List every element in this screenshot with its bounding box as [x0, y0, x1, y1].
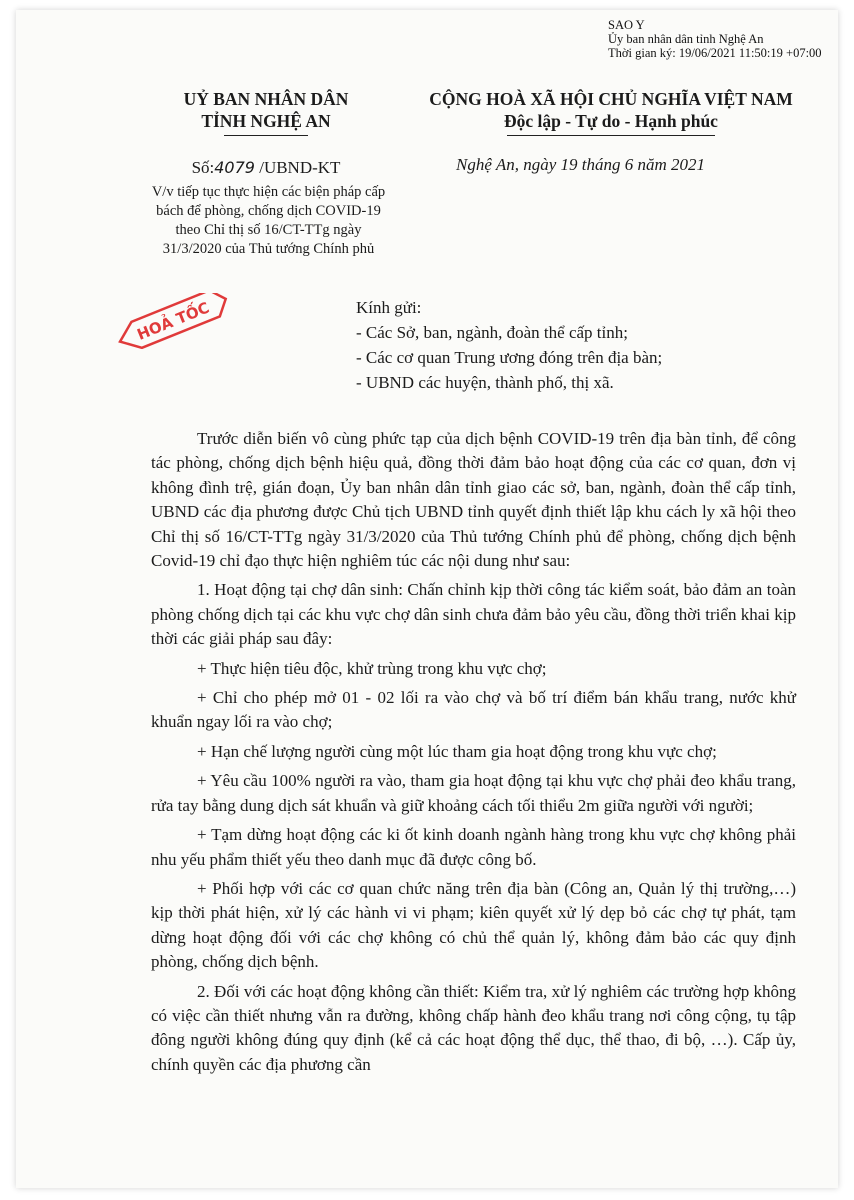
copy-signature-stamp [608, 18, 822, 60]
stamp-sign-time: Thời gian ký: 19/06/2021 11:50:19 +07:00 [608, 46, 822, 60]
body-paragraph: + Chỉ cho phép mở 01 - 02 lối ra vào chợ và bố trí điểm bán khẩu trang, nước khử khuẩn ngay lối ra vào chợ; [151, 688, 796, 732]
document-body [151, 427, 796, 1082]
document-page [16, 10, 838, 1188]
body-paragraph: + Hạn chế lượng người cùng một lúc tham gia hoạt động trong khu vực chợ; [197, 741, 717, 761]
recipient-item: - Các Sở, ban, ngành, đoàn thể cấp tỉnh; [356, 323, 628, 342]
national-motto [401, 88, 821, 136]
body-paragraph: Trước diễn biến vô cùng phức tạp của dịch bệnh COVID-19 trên địa bàn tỉnh, để công tác phòng, chống dịch bệnh hiệu quả, đồng thời đảm bảo hoạt động của các cơ quan, đơn vị không đình trệ, gián đoạn, Ủy ban nhân dân tỉnh giao các sở, ban, ngành, đoàn thể cấp tỉnh, UBND các địa phương được Chủ tịch UBND tỉnh quyết định thiết lập khu cách ly xã hội theo Chỉ thị số 16/CT-TTg ngày 31/3/2020 của Thủ tướng Chính phủ để phòng, chống dịch bệnh Covid-19 chỉ đạo thực hiện nghiêm túc các nội dung như sau: [151, 429, 796, 571]
recipient-item: - Các cơ quan Trung ương đóng trên địa bàn; [356, 348, 663, 367]
org-line-1: UỶ BAN NHÂN DÂN [183, 89, 349, 109]
body-paragraph: 1. Hoạt động tại chợ dân sinh: Chấn chỉnh kịp thời công tác kiểm soát, bảo đảm an toàn phòng chống dịch tại các khu vực chợ dân sinh chưa đảm bảo yêu cầu, đồng thời triển khai kịp thời các giải pháp sau đây: [151, 580, 796, 649]
document-number [156, 158, 376, 178]
stamp-title: SAO Y [608, 18, 645, 32]
urgent-stamp-text: HOẢ TỐC [134, 298, 212, 344]
org-underline [224, 135, 308, 136]
motto-underline [507, 135, 715, 136]
body-paragraph: + Phối hợp với các cơ quan chức năng trên địa bàn (Công an, Quản lý thị trường,…) kịp thời phát hiện, xử lý các hành vi vi phạm; kiên quyết xử lý dẹp bỏ các chợ tự phát, tạm dừng hoạt động đối với các chợ không có chủ thể quản lý, không đảm bảo các quy định phòng, chống dịch bệnh. [151, 878, 796, 972]
urgent-stamp-icon [106, 293, 236, 349]
motto: Độc lập - Tự do - Hạnh phúc [504, 111, 718, 131]
recipient-item: - UBND các huyện, thành phố, thị xã. [356, 373, 614, 392]
recipients-block [356, 295, 836, 395]
body-paragraph: 2. Đối với các hoạt động không cần thiết: Kiểm tra, xử lý nghiêm các trường hợp không có việc cần thiết nhưng vẫn ra đường, không chấp hành đeo khẩu trang nơi công cộng, tụ tập đông người không đúng quy định (kể cả các hoạt động thể dục, thể thao, đi bộ, …). Cấp ủy, chính quyền các địa phương cần [151, 981, 796, 1074]
doc-no-prefix: Số: [191, 158, 215, 177]
doc-no-handwritten: 4079 [214, 158, 255, 177]
org-line-2: TỈNH NGHỆ AN [201, 111, 331, 131]
place-and-date: Nghệ An, ngày 19 tháng 6 năm 2021 [456, 155, 706, 174]
body-paragraph: + Thực hiện tiêu độc, khử trùng trong khu vực chợ; [197, 658, 547, 678]
document-subject: V/v tiếp tục thực hiện các biện pháp cấp bách để phòng, chống dịch COVID-19 theo Chỉ thị số 16/CT-TTg ngày 31/3/2020 của Thủ tướng Chính phủ [151, 184, 386, 257]
doc-no-suffix: /UBND-KT [254, 158, 341, 177]
greeting: Kính gửi: [356, 298, 422, 317]
issuing-organization [156, 88, 376, 136]
stamp-issuer: Ủy ban nhân dân tỉnh Nghệ An [608, 32, 764, 46]
urgent-stamp [106, 293, 236, 349]
body-paragraph: + Yêu cầu 100% người ra vào, tham gia hoạt động tại khu vực chợ phải đeo khẩu trang, rửa tay bằng dung dịch sát khuẩn và giữ khoảng cách tối thiểu 2m giữa người với người; [151, 771, 796, 815]
body-paragraph: + Tạm dừng hoạt động các ki ốt kinh doanh ngành hàng trong khu vực chợ không phải nhu yếu phẩm thiết yếu theo danh mục đã được công bố. [151, 825, 796, 869]
nation-name: CỘNG HOÀ XÃ HỘI CHỦ NGHĨA VIỆT NAM [429, 89, 793, 109]
